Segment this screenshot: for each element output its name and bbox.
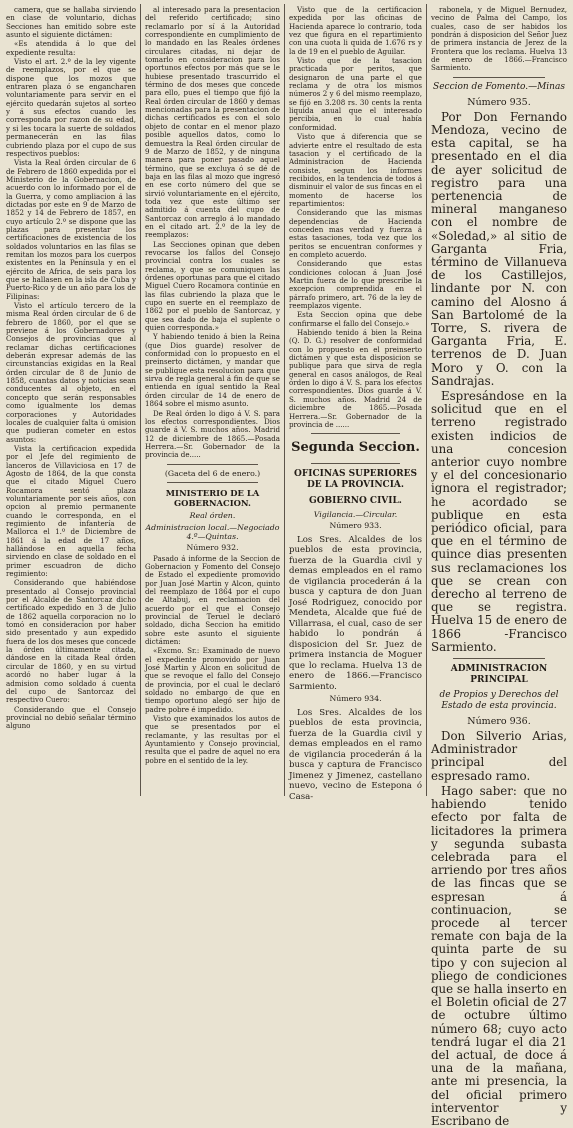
paragraph: Los Sres. Alcaldes de los pueblos de esta provincia, fuerza de la Guardia civil y demas empleados en el ramo de vigilancia procederán á la busca y captura de don Juan José Rodriguez, conocido por Mendeta, Alcalde que fué de Villarrasa, el cual, caso de ser habido lo pondrán á disposicion del Sr. Juez de primera instancia de Moguer que lo reclama. Huelva 13 de enero de 1866.—Francisco Sarmiento. (289, 534, 422, 692)
column-4 (431, 5, 567, 1128)
paragraph: Visto que á diferencia que se advierte entre el resultado de esta tasacion y el certificado de la Administracion de Hacienda consiste, segun los informes recibidos, en la tendencia de todos á disminuir el valor de sus fincas en el momento de hacerse los repartimientos: (289, 132, 422, 208)
admin-heading: Administracion local.—Negociado 4.º—Quintas. (145, 522, 280, 541)
paragraph: Visto el art. 2.º de la ley vigente de reemplazos, por el que se dispone que los mozos que entraren plaza ó se engancharen voluntariamente para servir en el ejército quedarán sujetos al sorteo y á sus efectos cuando les corresponda por razon de su edad, y si les tocara la suerte de soldados permanecerán en las filas cubriendo plaza por el cupo de sus respectivos pueblos: (6, 57, 136, 158)
ministerio-heading: MINISTERIO DE LA GOBERNACION. (165, 487, 260, 508)
numero-label: Número 935. (467, 96, 531, 108)
paragraph: Considerando que las mismas dependencias de Hacienda conceden mas verdad y fuerza á estas tasaciones, toda vez que los peritos se encuentran conformes y en completo acuerdo. (289, 208, 422, 259)
real-orden-heading: Real órden. (189, 510, 236, 520)
paragraph: Esta Seccion opina que debe confirmarse el fallo del Consejo.» (289, 310, 422, 328)
separator (311, 433, 400, 434)
paragraph: Considerando que el Consejo provincial no debió señalar término alguno (6, 704, 136, 731)
numero-label: Número 934. (329, 694, 382, 704)
paragraph: Vista la certificacion expedida por el Jefe del regimiento de lanceros de Villaviciosa en 17 de Agosto de 1864, de la que consta que el citado Miguel Cuero Rocamora sentó plaza voluntariamente por seis años, con opcion al premio permanente cuando le corresponda, en el regimiento de infantería de Mallorca el 1.º de Diciembre de 1861 á la edad de 17 años, hallándose en aquella fecha sirviendo en clase de soldado en el primer escuadron de dicho regimiento: (6, 443, 136, 579)
vigilancia-heading: Vigilancia.—Circular. (313, 510, 398, 520)
section-title: Segunda Seccion. (291, 440, 420, 456)
separator (453, 658, 545, 659)
paragraph: Don Silverio Arias, Administrador principal del espresado ramo. (431, 729, 567, 783)
fomento-heading: Seccion de Fomento.—Minas (433, 81, 565, 92)
column-2 (145, 6, 280, 794)
separator (167, 482, 258, 483)
numero-label: Número 936. (467, 716, 531, 728)
paragraph: Visto que examinados los autos de que se presentados por el reclamante, y las resultas por el Ayuntamiento y Consejo provincial, resulta que el padre de aquel no era pobre en el sentido de la ley. (145, 714, 280, 765)
paragraph: camera, que se hallaba sirviendo en clase de voluntario, dichas Secciones han emitido sobre este asunto el siguiente dictámen: (6, 5, 136, 40)
paragraph: Vista la Real órden circular de 6 de Febrero de 1860 expedida por el Ministerio de la Gobernacion, de acuerdo con lo informado por el de la Guerra, y como ampliacion á las dictadas por este en 9 de Marzo de 1852 y 14 de Febrero de 1857, en cuyo artículo 2.º se dispone que las plazas para presentar los certificaciones de existencia de los soldados voluntarios en las filas se remitan los mozos para los cuerpos existentes en la Península y en el ejército de Africa, de seis para los que se hallasen en la isla de Cuba y Puerto-Rico y de un año para los de Filipinas: (6, 158, 136, 301)
separator (453, 77, 545, 78)
paragraph: Y habiendo tenido á bien la Reina (que Dios guarde) resolver de conformidad con lo propuesto en el preinserto dictámen, y mandar que se publique esta resolucion para que sirva de regla general á fin de que se entienda en igual sentido la Real órden circular de 14 de enero de 1864 sobre el mismo asunto. (145, 332, 280, 409)
paragraph: De Real órden lo digo á V. S. para los efectos correspondientes. Dios guarde á V. S. muchos años. Madrid 12 de diciembre de 1865.—Posada Herrera.—Sr. Gobernador de la provincia de..... (145, 408, 280, 460)
paragraph: Hago saber: que no habiendo tenido efecto por falta de licitadores la primera y segunda subasta celebrada para el arriendo por tres años de las fincas que se espresan á continuacion, se procede al tercer remate con baja de la quinta parte de su tipo y con sujecion al pliego de condiciones que se halla inserto en el Boletin oficial de 27 de octubre último número 68; cuyo acto tendrá lugar el dia 21 del actual, de doce á una de la mañana, ante mi presencia, la del oficial primero interventor y Escribano de (431, 783, 567, 1128)
paragraph: «Es atendida á lo que del expediente resulta: (6, 39, 136, 57)
paragraph: Considerando que habiéndose presentado al Consejo provincial por el Alcalde de Santorcaz dicho certificado expedido en 3 de Julio de 1862 aquella corporacion no lo tomó en consideracion por haber sido presentado y aun expedido fuera de los dos meses que concede la órden últimamente citada, dándose en la citada Real órden circular de 1860, y en su virtud acordó no haber lugar á la admision como soldado á cuenta del cupo de Santorcaz del respectivo Cuero: (6, 578, 136, 705)
admin-principal-heading: ADMINISTRACION PRINCIPAL (450, 664, 548, 686)
numero-label: Número 933. (329, 521, 382, 531)
paragraph: Visto que de la tasacion practicada por peritos, que designaron de una parte el que reclama y de otra los mismos números 2 y 6 del mismo reemplazo, se fijó en 3.208 rs. 30 cents la renta liquida anual que el interesado percibia, en lo cual había conformidad. (289, 56, 422, 132)
column-rule (140, 4, 141, 796)
paragraph: Visto que de la certificacion expedida por las oficinas de Hacienda aparece lo contrario, toda vez que figura en el repartimiento con una cuota li quida de 1.676 rs y la de 19 en el pueblo de Aguilar. (289, 5, 422, 56)
paragraph: Espresándose en la solicitud que en el terreno registrado existen indicios de una concesion anterior cuyo nombre y el del concesionario ignora el registrador; he acordado se publique en esta periódico oficial, para que en el término de quince dias presenten sus reclamaciones los que se crean con derecho al terreno de que se registra. Huelva 15 de enero de 1866 -Francisco Sarmiento. (431, 389, 567, 654)
gobierno-heading: GOBIERNO CIVIL. (309, 496, 402, 507)
paragraph: «Excmo. Sr.: Examinado de nuevo el expediente promovido por Juan José Martin y Alcon en solicitud de que se revoque el fallo del Consejo de provincia, por el cual le declaró soldado no embargo de que en tiempo oportuno alegó ser hijo de padre pobre é impedido. (145, 646, 280, 714)
column-3 (289, 5, 422, 802)
column-rule (284, 4, 285, 796)
separator (167, 464, 258, 465)
paragraph: Considerando que estas condiciones colocan á Juan José Martin fuera de lo que prescribe la excepcion comprendida en el párrafo primero, art. 76 de la ley de reemplazos vigente. (289, 259, 422, 311)
gaceta-note: (Gaceta del 6 de enero.) (164, 468, 261, 478)
paragraph: rabonela, y de Miguel Bernudez, vecino de Palma del Campo, los cuales, caso de ser habidos los pondrán á disposicion del Señor Juez de primera instancia de Jerez de la Frontera que los reclama. Huelva 13 de enero de 1866.—Francisco Sarmiento. (431, 5, 567, 73)
paragraph: Visto el artículo tercero de la misma Real órden circular de 6 de febrero de 1860, por el que se previene á los Gobernadores y Consejos de provincias que al reclamar dichas certificaciones deberán expresar además de las circunstancias exigidas en la Real órden circular de 8 de Junio de 1858, cuantas datos y noticias sean conducentes al objeto, en el concepto que serán responsables como igualmente los demas corporaciones y Autoridades locales de cualquier falta ú omision que pudieran cometer en estos asuntos: (6, 301, 136, 444)
propios-heading: de Propios y Derechos del Estado de esta provincia. (439, 690, 559, 712)
paragraph: Por Don Fernando Mendoza, vecino de esta capital, se ha presentado en el dia de ayer solicitud de registro para una pertenencia de mineral manganeso con el nombre de «Soledad,» al sitio de Garganta Fria, término de Villanueva de los Castillejos, lindante por N. con camino del Alosno á San Bartolomé de la Torre, S. rivera de Garganta Fria, E. terrenos de D. Juan Moro y O. con la Sandrajas. (431, 109, 567, 388)
paragraph: al interesado para la presentacion del referido certificado; sino reclamarlo por sí á la Autoridad correspondiente en cumplimiento de lo mandado en las Reales órdenes circulares citadas, ni dejar de tomarlo en consideracion para los oportunos efectos por más que se le hubiese presentado trascurrido el término de dos meses que concede para ello, pues el tiempo que fijó la Real órden circular de 1860 y demas mencionadas para la presentacion de dichas certificados es con el solo objeto de contar en el menor plazo posible aquellos datos, como lo demuestra la Real órden circular de 9 de Marzo de 1852, y de ninguna manera para poner pasado aquel término, que se excluya ó se dé de baja en las filas al mozo que ingresó en ese corto número del que se sirvió voluntariamente en el ejército, toda vez que este último ser admitido á cuenta del cupo de Santorcaz con arreglo á lo mandado en el citado art. 2.º de la ley de reemplazos: (145, 5, 280, 240)
separator (311, 463, 400, 464)
paragraph: Los Sres. Alcaldes de los pueblos de esta provincia, fuerza de la Guardia civil y demas empleados en el ramo de vigilancia procederán á la busca y captura de Francisco Jimenez y Jimenez, castellano nuevo, vecino de Estepona ó Casa- (289, 707, 422, 802)
column-1 (6, 6, 136, 794)
paragraph: Habiendo tenido á bien la Reina (Q. D. G.) resolver de conformidad con lo propuesto en el preinserto dictámen y que esta disposicion se publique para que sirva de regla general en casos análogos, de Real órden lo digo á V. S. para los efectos correspondientes. Dios guarde á V. S. muchos años. Madrid 24 de diciembre de 1865.—Posada Herrera.—Sr. Gobernador de la provincia de ...... (289, 328, 422, 429)
column-rule (426, 4, 427, 796)
numero-label: Número 932. (186, 542, 239, 552)
paragraph: Pasado á informe de la Seccion de Gobernacion y Fomento del Consejo de Estado el expediente promovido por Juan José Martin y Alcon, quinto del reemplazo de 1864 por el cupo de Altabuj, en reclamacion del acuerdo por el que el Consejo provincial de Teruel le declaró soldado, dicha Seccion ha emitido sobre este asunto el siguiente dictámen: (145, 553, 280, 646)
oficinas-heading: OFICINAS SUPERIORES DE LA PROVINCIA. (294, 469, 417, 491)
paragraph: Las Secciones opinan que deben revocarse los fallos del Consejo provincial contra los cuales se reclama, y que se comuniquen las órdenes oportunas para que el citado Miguel Cuero Rocamora continúe en las filas cubriendo la plaza que le cupo en suerte en el reemplazo de 1862 por el pueblo de Santorcaz, y que sea dado de baja el suplente o quien corresponda.» (145, 239, 280, 333)
